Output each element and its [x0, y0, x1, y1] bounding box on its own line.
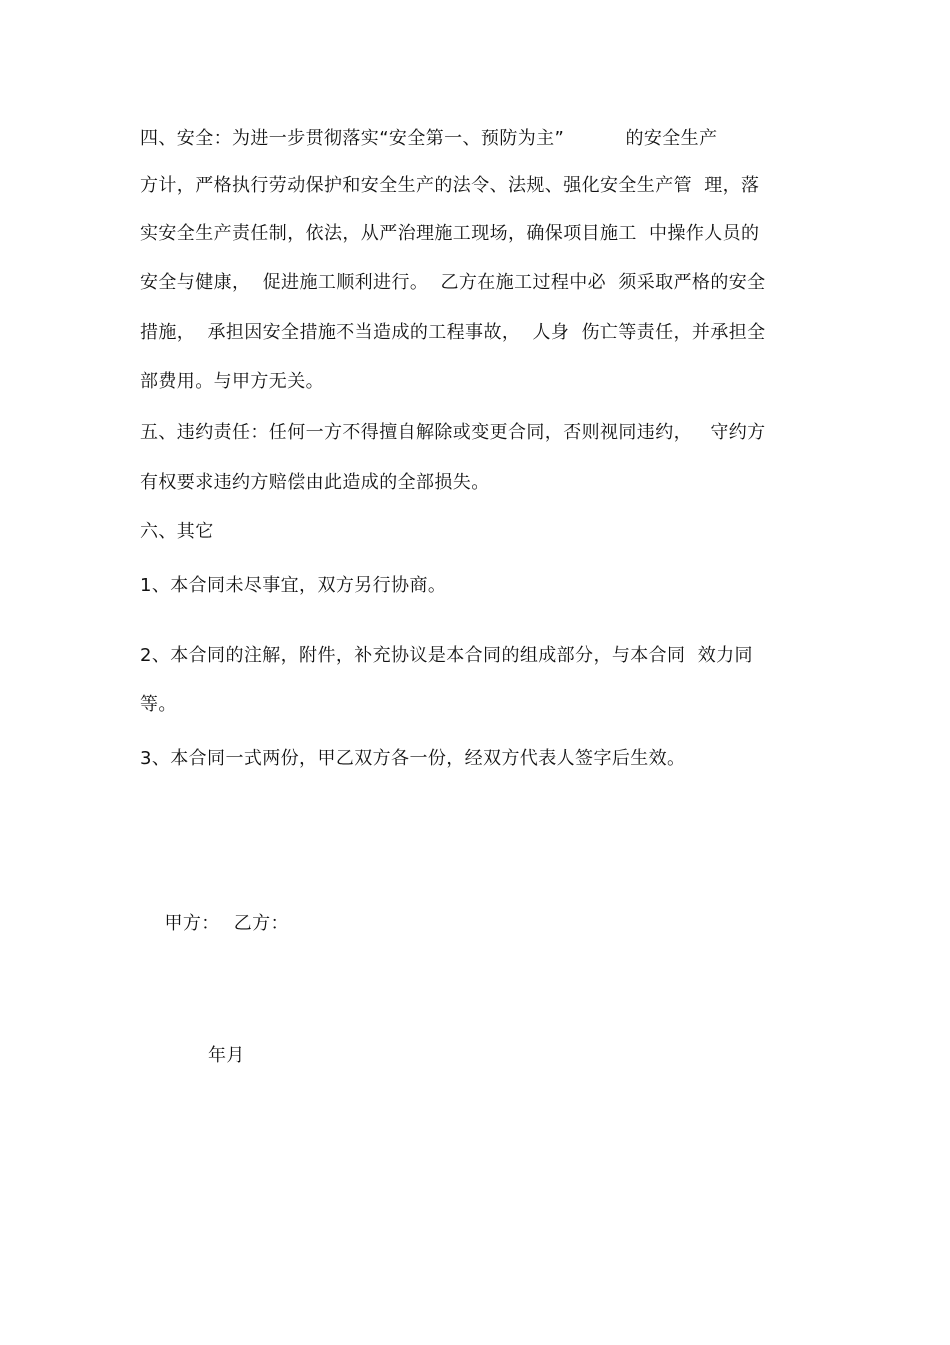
section6-item-2-line-2: 等。	[140, 694, 177, 715]
section6-item-2-line-1: 2、本合同的注解，附件，补充协议是本合同的组成部分，与本合同 效力同	[140, 645, 753, 666]
date-label: 年月	[208, 1045, 245, 1066]
section4-line-2: 方计，严格执行劳动保护和安全生产的法令、法规、强化安全生产管 理，落	[140, 175, 760, 196]
party-b-label: 乙方：	[233, 913, 289, 934]
section5-line-1: 五、违约责任：任何一方不得擅自解除或变更合同，否则视同违约， 守约方	[140, 422, 766, 443]
signature-line	[140, 888, 289, 960]
section4-line-3: 实安全生产责任制，依法，从严治理施工现场，确保项目施工 中操作人员的	[140, 223, 760, 244]
section4-line-5: 措施， 承担因安全措施不当造成的工程事故， 人身 伤亡等责任，并承担全	[140, 322, 766, 343]
party-a-label: 甲方：	[164, 913, 220, 934]
section6-item-1: 1、本合同未尽事宜，双方另行协商。	[140, 575, 447, 596]
section4-line-6: 部费用。与甲方无关。	[140, 371, 324, 392]
section5-line-2: 有权要求违约方赔偿由此造成的全部损失。	[140, 472, 490, 493]
section6-item-3: 3、本合同一式两份，甲乙双方各一份，经双方代表人签字后生效。	[140, 748, 686, 769]
section4-line-1: 四、安全：为进一步贯彻落实“安全第一、预防为主” 的安全生产	[140, 128, 718, 149]
section6-heading: 六、其它	[140, 521, 214, 542]
section4-line-4: 安全与健康， 促进施工顺利进行。 乙方在施工过程中必 须采取严格的安全	[140, 272, 766, 293]
